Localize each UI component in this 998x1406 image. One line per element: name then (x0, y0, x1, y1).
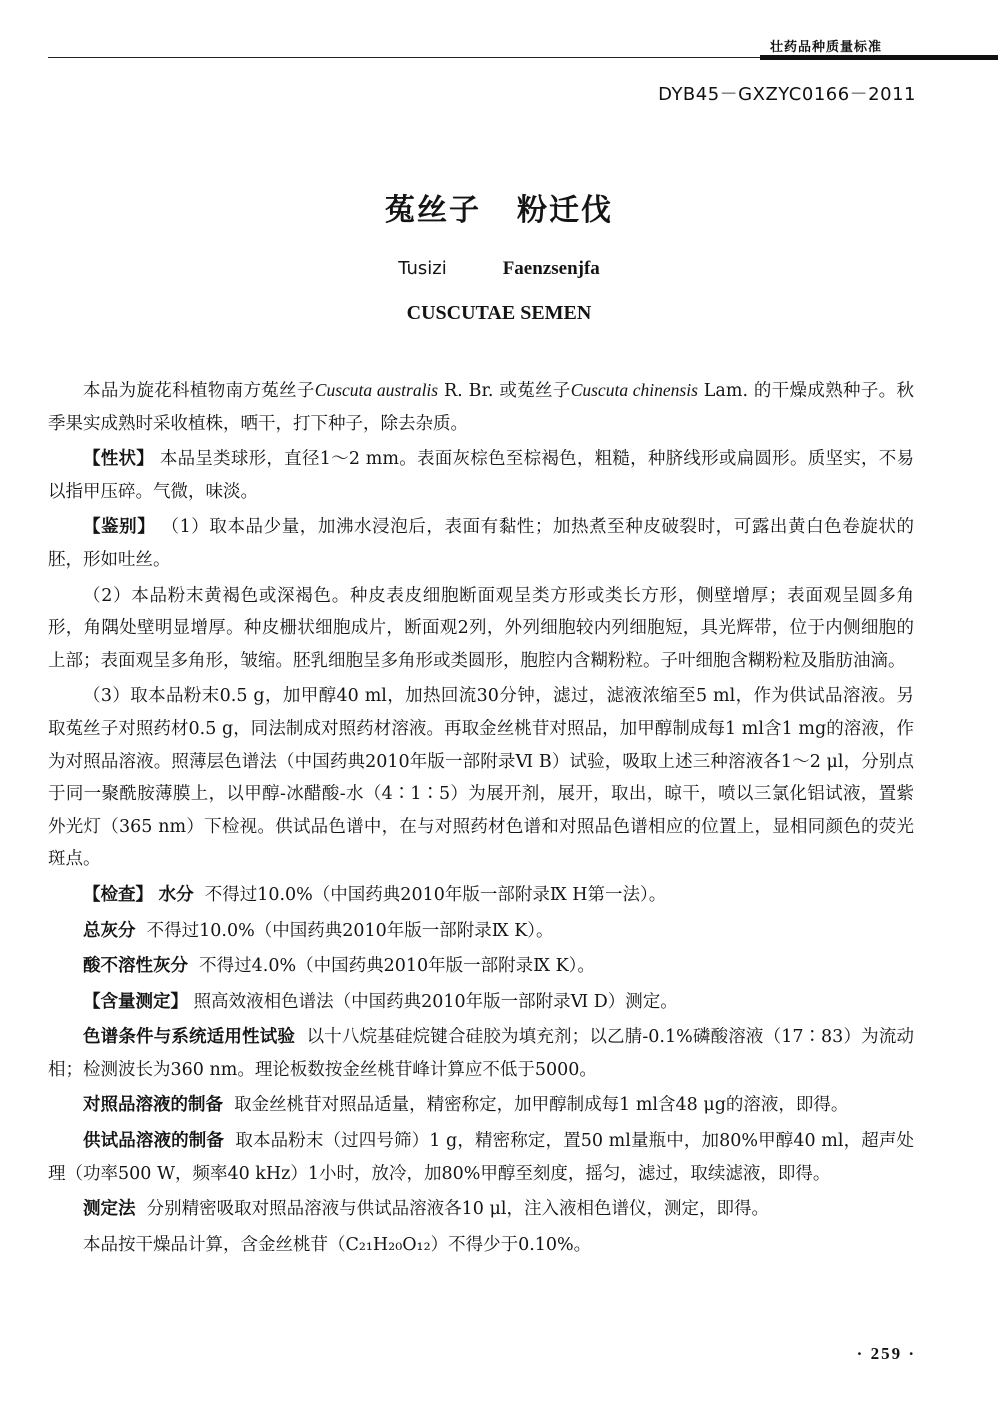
pinyin-zhuang: Faenzsenjfa (502, 258, 600, 279)
examination-paragraph: 【检查】 水分 不得过10.0%（中国药典2010年版一部附录Ⅸ H第一法）。 (83, 884, 667, 905)
page-number: · 259 · (856, 1344, 916, 1363)
assay-paragraph: 【含量测定】 照高效液相色谱法（中国药典2010年版一部附录Ⅵ D）测定。 (83, 991, 678, 1012)
title-chinese: 菟丝子 (385, 193, 481, 228)
section-heading: 【性状】 (83, 449, 155, 470)
latin-name: CUSCUTAE SEMEN (406, 302, 592, 324)
subheading: 酸不溶性灰分 (83, 956, 188, 977)
section-heading: 【含量测定】 (83, 991, 188, 1012)
species-name: Cuscuta chinensis (570, 380, 698, 400)
total-ash-paragraph: 总灰分 不得过10.0%（中国药典2010年版一部附录Ⅸ K）。 (83, 920, 554, 941)
characters-paragraph: 【性状】 本品呈类球形，直径1～2 mm。表面灰棕色至棕褐色，粗糙，种脐线形或扁圆形。质坚实，不易以指甲压碎。气微，味淡。 (48, 449, 914, 502)
pinyin-line (0, 258, 998, 280)
content-limit-paragraph: 本品按干燥品计算，含金丝桃苷（C₂₁H₂₀O₁₂）不得少于0.10%。 (83, 1234, 592, 1255)
reference-solution-paragraph: 对照品溶液的制备 取金丝桃苷对照品适量，精密称定，加甲醇制成每1 ml含48 μg的溶液，即得。 (83, 1095, 849, 1116)
subheading: 色谱条件与系统适用性试验 (83, 1027, 296, 1048)
section-heading: 【鉴别】 (83, 517, 156, 538)
page-title (0, 185, 998, 229)
test-solution-paragraph: 供试品溶液的制备 取本品粉末（过四号筛）1 g，精密称定，置50 ml量瓶中，加80%甲醇40 ml，超声处理（功率500 W，频率40 kHz）1小时，放冷，加80%甲醇至刻度，摇匀，滤过，取续滤液，即得。 (48, 1131, 914, 1184)
pinyin-chinese: Tusizi (398, 258, 447, 279)
subheading: 水分 (158, 884, 194, 905)
procedure-paragraph: 测定法 分别精密吸取对照品溶液与供试品溶液各10 μl，注入液相色谱仪，测定，即得。 (83, 1199, 769, 1220)
subheading: 供试品溶液的制备 (83, 1131, 224, 1152)
subheading: 对照品溶液的制备 (83, 1095, 223, 1116)
section-heading: 【检查】 (83, 884, 153, 905)
subheading: 总灰分 (83, 920, 136, 941)
identification-item-3: （3）取本品粉末0.5 g，加甲醇40 ml，加热回流30分钟，滤过，滤液浓缩至5 ml，作为供试品溶液。另取菟丝子对照药材0.5 g，同法制成对照药材溶液。再取金丝桃苷对照品，加甲醇制成每1 ml含1 mg的溶液，作为对照品溶液。照薄层色谱法（中国药典2010年版一部附录Ⅵ B）试验，吸取上述三种溶液各1～2 μl，分别点于同一聚酰胺薄膜上，以甲醇-冰醋酸-水（4∶1∶5）为展开剂，展开，取出，晾干，喷以三氯化铝试液，置紫外光灯（365 nm）下检视。供试品色谱中，在与对照药材色谱和对照品色谱相应的位置上，显相同颜色的荧光斑点。 (48, 686, 914, 870)
title-zhuang: 粉迁伐 (517, 193, 613, 228)
identification-paragraph: 【鉴别】 （1）取本品少量，加沸水浸泡后，表面有黏性；加热煮至种皮破裂时，可露出黄白色卷旋状的胚，形如吐丝。 (48, 517, 915, 570)
acid-ash-paragraph: 酸不溶性灰分 不得过4.0%（中国药典2010年版一部附录Ⅸ K）。 (83, 956, 595, 977)
chromatography-paragraph: 色谱条件与系统适用性试验 以十八烷基硅烷键合硅胶为填充剂；以乙腈-0.1%磷酸溶液（17∶83）为流动相；检测波长为360 nm。理论板数按金丝桃苷峰计算应不低于5000。 (48, 1027, 915, 1080)
identification-item-2: （2）本品粉末黄褐色或深褐色。种皮表皮细胞断面观呈类方形或类长方形，侧壁增厚；表面观呈圆多角形，角隅处壁明显增厚。种皮栅状细胞成片，断面观2列，外列细胞较内列细胞短，具光辉带，位于内侧细胞的上部；表面观呈多角形，皱缩。胚乳细胞呈多角形或类圆形，胞腔内含糊粉粒。子叶细胞含糊粉粒及脂肪油滴。 (48, 585, 914, 671)
standard-code: DYB45－GXZYC0166－2011 (658, 84, 916, 105)
running-header: 壮药品种质量标准 (770, 40, 883, 55)
intro-paragraph: 本品为旋花科植物南方菟丝子Cuscuta australis R. Br. 或菟丝子Cuscuta chinensis Lam. 的干燥成熟种子。秋季果实成熟时采收植株，晒干，打下种子，除去杂质。 (48, 380, 915, 434)
subheading: 测定法 (83, 1199, 136, 1220)
header-rule-thick (760, 55, 998, 60)
species-name: Cuscuta australis (314, 380, 439, 400)
monograph-body (48, 374, 914, 1264)
